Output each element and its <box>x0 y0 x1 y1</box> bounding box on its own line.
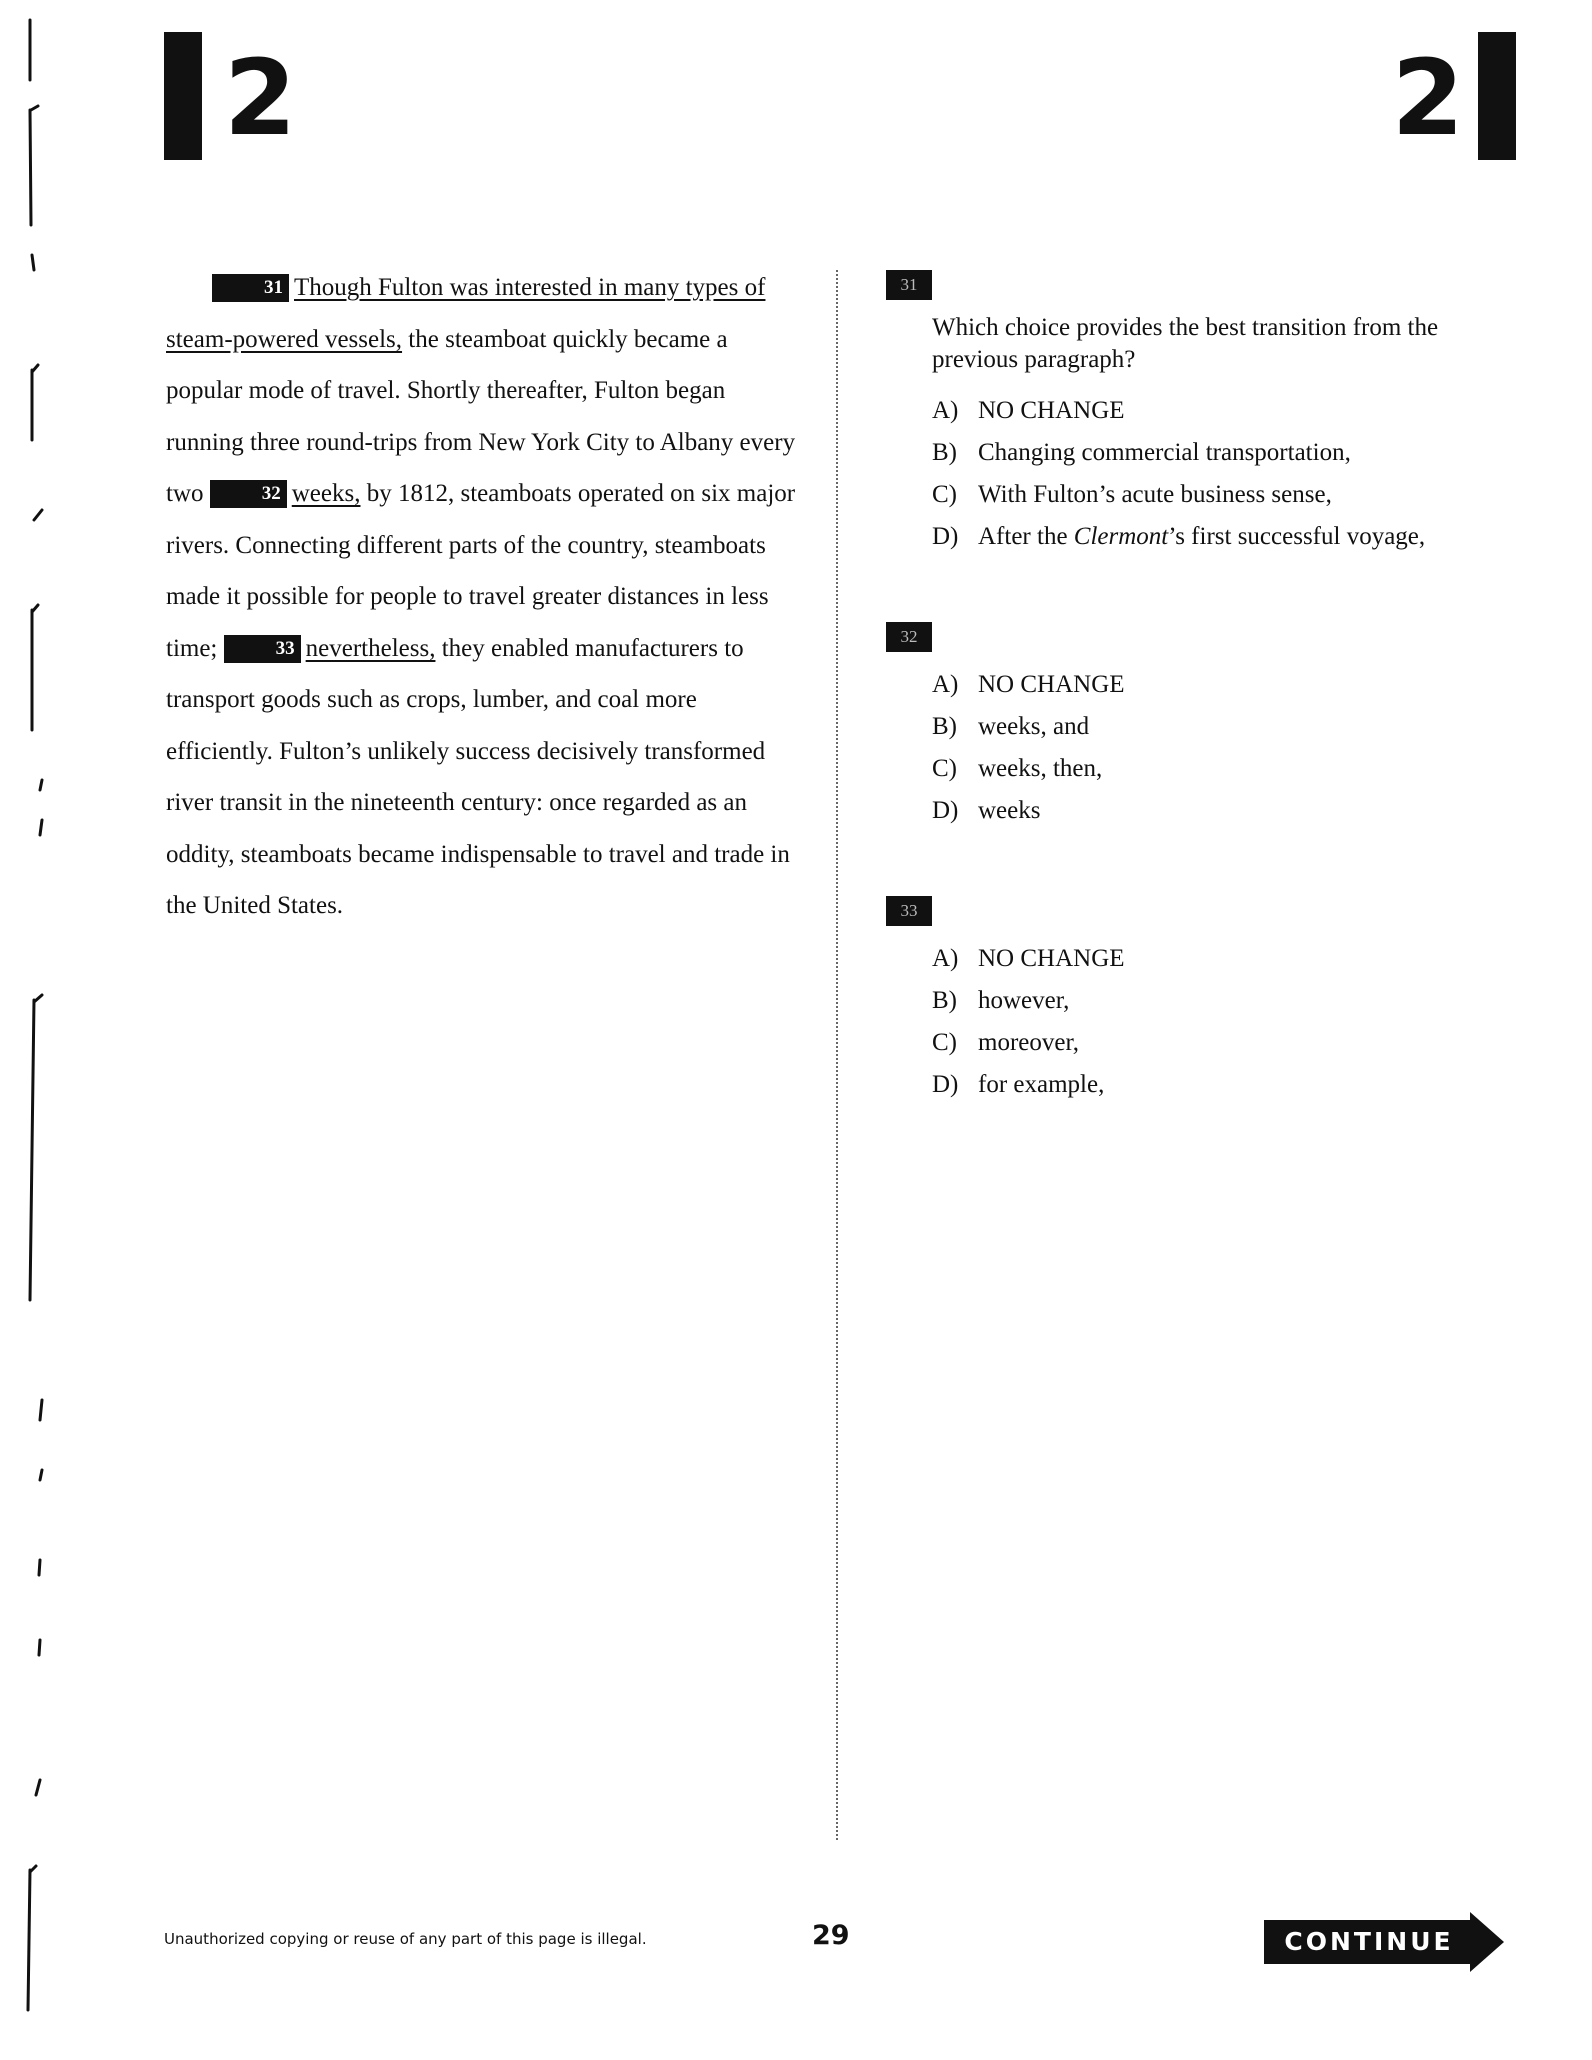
question-prompt: Which choice provides the best transition from the previous paragraph? <box>932 314 1439 373</box>
choice-text-italic: Clermont <box>1073 523 1169 550</box>
copyright-notice: Unauthorized copying or reuse of any part of this page is illegal. <box>164 1930 647 1948</box>
passage-text: by 1812, steamboats operated on six major rivers. Connecting different parts of the country, steamboats made it possible for people to travel greater distances in less time; <box>166 480 796 662</box>
choice-text: however, <box>978 987 1070 1014</box>
answer-choices <box>886 938 1506 1106</box>
scan-edge-artifact <box>22 0 62 2060</box>
answer-choices <box>886 664 1506 832</box>
choice-letter: D) <box>932 523 959 550</box>
page-number: 29 <box>812 1920 850 1951</box>
choice-text-before: After the <box>978 523 1074 550</box>
choice-letter: B) <box>932 987 957 1014</box>
choice-text: for example, <box>978 1071 1105 1098</box>
answer-choice-d[interactable] <box>932 1064 1506 1106</box>
answer-choice-b[interactable] <box>932 980 1506 1022</box>
choice-letter: A) <box>932 397 959 424</box>
passage-text: the steamboat quickly became a popular mode of travel. Shortly thereafter, Fulton began running three round-trips from New York City to Albany every two <box>166 325 796 507</box>
choice-letter: D) <box>932 797 959 824</box>
answer-choice-d[interactable] <box>932 516 1506 558</box>
choice-letter: B) <box>932 713 957 740</box>
underlined-text-31[interactable]: Though Fulton was interested in many types of steam-powered vessels, <box>166 274 766 353</box>
passage-text: they enabled manufacturers to transport goods such as crops, lumber, and coal more efficiently. Fulton’s unlikely success decisively transformed river transit in the nineteenth century: once regarded as an oddity, steamboats became indispensable to travel and trade in the United States. <box>166 634 790 919</box>
question-marker-32[interactable]: 32 <box>210 480 287 508</box>
answer-choice-b[interactable] <box>932 706 1506 748</box>
answer-choice-c[interactable] <box>932 474 1506 516</box>
choice-letter: A) <box>932 671 959 698</box>
choice-text: With Fulton’s acute business sense, <box>978 481 1332 508</box>
choice-letter: B) <box>932 439 957 466</box>
answer-choices <box>886 390 1506 558</box>
question-number-32: 32 <box>886 622 932 652</box>
answer-choice-a[interactable] <box>932 938 1506 980</box>
questions-column <box>886 270 1506 1170</box>
page-footer <box>164 1912 1504 1972</box>
continue-label: CONTINUE <box>1284 1927 1454 1956</box>
choice-text: NO CHANGE <box>978 397 1125 424</box>
question-31 <box>886 270 1506 558</box>
choice-letter: C) <box>932 1029 957 1056</box>
answer-choice-a[interactable] <box>932 390 1506 432</box>
choice-text-after: ’s first successful voyage, <box>1168 523 1426 550</box>
question-marker-33[interactable]: 33 <box>224 635 301 663</box>
choice-text: NO CHANGE <box>978 945 1125 972</box>
section-header-right <box>1392 32 1516 160</box>
question-number-31: 31 <box>886 270 932 300</box>
question-number-33: 33 <box>886 896 932 926</box>
choice-letter: C) <box>932 481 957 508</box>
choice-letter: D) <box>932 1071 959 1098</box>
passage-paragraph <box>166 262 806 932</box>
choice-letter: A) <box>932 945 959 972</box>
passage <box>166 262 806 932</box>
section-bar <box>1478 32 1516 160</box>
section-number-right: 2 <box>1391 37 1464 159</box>
section-bar <box>164 32 202 160</box>
continue-button[interactable] <box>1264 1912 1504 1968</box>
choice-letter: C) <box>932 755 957 782</box>
choice-text: weeks <box>978 797 1041 824</box>
underlined-text-33[interactable]: nevertheless, <box>305 634 436 662</box>
choice-text: NO CHANGE <box>978 671 1125 698</box>
arrow-right-icon <box>1470 1912 1504 1972</box>
answer-choice-c[interactable] <box>932 1022 1506 1064</box>
choice-text: weeks, then, <box>978 755 1103 782</box>
choice-text: Changing commercial transportation, <box>978 439 1351 466</box>
choice-text: weeks, and <box>978 713 1090 740</box>
column-divider <box>836 270 838 1840</box>
section-number-left: 2 <box>224 37 297 159</box>
choice-text: moreover, <box>978 1029 1080 1056</box>
section-header-left <box>164 32 296 160</box>
answer-choice-a[interactable] <box>932 664 1506 706</box>
answer-choice-c[interactable] <box>932 748 1506 790</box>
choice-text <box>978 516 1425 558</box>
question-marker-31[interactable]: 31 <box>212 274 289 302</box>
answer-choice-b[interactable] <box>932 432 1506 474</box>
question-32 <box>886 622 1506 832</box>
underlined-text-32[interactable]: weeks, <box>291 480 361 507</box>
answer-choice-d[interactable] <box>932 790 1506 832</box>
question-33 <box>886 896 1506 1106</box>
